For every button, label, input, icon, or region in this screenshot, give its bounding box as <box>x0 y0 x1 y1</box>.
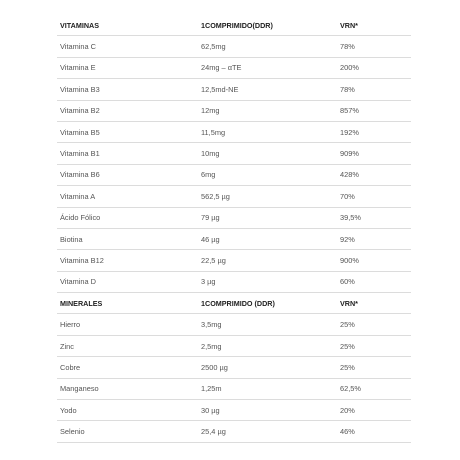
nutrient-amount: 62,5mg <box>201 42 226 52</box>
nutrient-name: Ácido Fólico <box>60 213 101 223</box>
nutrient-vrn: 92% <box>340 234 355 244</box>
table-row <box>57 400 411 421</box>
nutrient-amount: 10mg <box>201 149 220 159</box>
nutrient-name: Manganeso <box>60 384 99 394</box>
nutrient-amount: 24mg – αTE <box>201 63 242 73</box>
nutrient-name: Vitamina A <box>60 191 96 201</box>
nutrient-vrn: 70% <box>340 191 355 201</box>
table-row <box>57 250 411 271</box>
nutrient-vrn: 78% <box>340 84 355 94</box>
nutrient-amount: 79 µg <box>201 213 220 223</box>
nutrient-vrn: 60% <box>340 277 355 287</box>
nutrient-vrn: 25% <box>340 341 355 351</box>
nutrient-name: Yodo <box>60 405 77 415</box>
nutrient-name: Biotina <box>60 234 83 244</box>
nutrient-name: Vitamina E <box>60 63 96 73</box>
table-row <box>57 186 411 207</box>
nutrient-vrn: 428% <box>340 170 359 180</box>
nutrient-vrn: 25% <box>340 320 355 330</box>
nutrient-name: Vitamina B5 <box>60 127 100 137</box>
nutrient-amount: 46 µg <box>201 234 220 244</box>
minerales-header-vrn: VRN* <box>340 298 358 308</box>
nutrient-amount: 3,5mg <box>201 320 222 330</box>
nutrient-vrn: 25% <box>340 362 355 372</box>
table-row <box>57 101 411 122</box>
nutrient-name: Vitamina B2 <box>60 106 100 116</box>
nutrient-name: Zinc <box>60 341 74 351</box>
nutrient-name: Vitamina B6 <box>60 170 100 180</box>
nutrient-name: Vitamina D <box>60 277 97 287</box>
table-row <box>57 208 411 229</box>
nutrient-amount: 6mg <box>201 170 216 180</box>
nutrient-amount: 2500 µg <box>201 362 228 372</box>
table-row <box>57 336 411 357</box>
table-row <box>57 165 411 186</box>
vitaminas-table-body <box>57 36 411 293</box>
nutrient-amount: 22,5 µg <box>201 255 226 265</box>
nutrient-vrn: 857% <box>340 106 359 116</box>
nutrient-name: Cobre <box>60 362 81 372</box>
table-row <box>57 421 411 442</box>
nutrient-vrn: 78% <box>340 42 355 52</box>
table-row <box>57 379 411 400</box>
nutrient-amount: 25,4 µg <box>201 427 226 437</box>
nutrient-amount: 12,5md-NE <box>201 84 239 94</box>
nutrient-name: Vitamina B3 <box>60 84 100 94</box>
vitaminas-header-amount: 1COMPRIMIDO(DDR) <box>201 20 273 30</box>
nutrient-amount: 11,5mg <box>201 127 226 137</box>
nutrient-name: Vitamina B12 <box>60 255 104 265</box>
table-row <box>57 58 411 79</box>
table-row <box>57 79 411 100</box>
table-row <box>57 229 411 250</box>
nutrient-vrn: 900% <box>340 255 359 265</box>
table-row <box>57 357 411 378</box>
table-row <box>57 314 411 335</box>
nutrient-amount: 2,5mg <box>201 341 222 351</box>
nutrient-name: Hierro <box>60 320 81 330</box>
nutrient-vrn: 909% <box>340 149 359 159</box>
nutrient-vrn: 20% <box>340 405 355 415</box>
nutrient-vrn: 62,5% <box>340 384 361 394</box>
nutrient-amount: 12mg <box>201 106 220 116</box>
minerales-header-row <box>57 293 411 314</box>
minerales-header-name: MINERALES <box>60 298 103 308</box>
nutrient-amount: 1,25m <box>201 384 222 394</box>
table-row <box>57 122 411 143</box>
vitaminas-header-row <box>57 15 411 36</box>
minerales-header-amount: 1COMPRIMIDO (DDR) <box>201 298 275 308</box>
vitaminas-header-name: VITAMINAS <box>60 20 99 30</box>
nutrient-vrn: 39,5% <box>340 213 361 223</box>
nutrient-vrn: 192% <box>340 127 359 137</box>
table-row <box>57 272 411 293</box>
minerales-table-body <box>57 314 411 442</box>
table-row <box>57 143 411 164</box>
nutrition-table <box>57 15 411 443</box>
nutrient-vrn: 46% <box>340 427 355 437</box>
vitaminas-header-vrn: VRN* <box>340 20 358 30</box>
nutrient-amount: 3 µg <box>201 277 216 287</box>
nutrient-amount: 562,5 µg <box>201 191 230 201</box>
table-row <box>57 36 411 57</box>
nutrient-name: Vitamina C <box>60 42 97 52</box>
nutrient-name: Vitamina B1 <box>60 149 100 159</box>
nutrient-amount: 30 µg <box>201 405 220 415</box>
nutrient-name: Selenio <box>60 427 85 437</box>
nutrient-vrn: 200% <box>340 63 359 73</box>
